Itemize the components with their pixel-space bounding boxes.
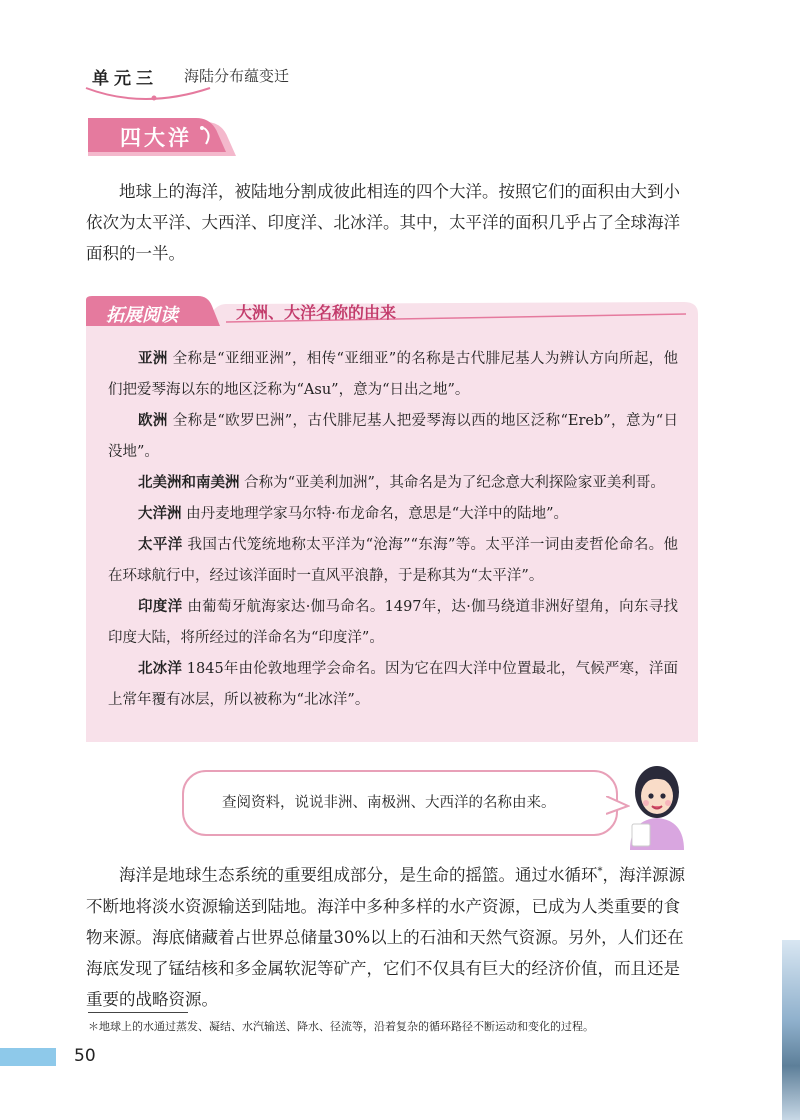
bubble-text: 查阅资料，说说非洲、南极洲、大西洋的名称由来。 xyxy=(222,795,556,811)
footnote-mark: * xyxy=(597,866,603,877)
footnote-divider xyxy=(88,1012,188,1013)
entry-term: 太平洋 xyxy=(138,537,183,553)
ocean-paragraph xyxy=(86,856,696,1015)
page-number: 50 xyxy=(74,1046,96,1066)
entry-text: 我国古代笼统地称太平洋为“沧海”“东海”等。太平洋一词由麦哲伦命名。他在环球航行中，经过该洋面时一直风平浪静，于是称其为“太平洋”。 xyxy=(108,537,679,584)
entry-text: 由葡萄牙航海家达·伽马命名。1497年，达·伽马绕道非洲好望角，向东寻找印度大陆，将所经过的洋命名为“印度洋”。 xyxy=(108,599,679,646)
extended-reading-box xyxy=(86,292,698,742)
entry-arctic xyxy=(108,654,678,716)
header-decoration-curve xyxy=(84,84,214,104)
reading-content xyxy=(108,344,678,716)
ocean-text-part1: 海洋是地球生态系统的重要组成部分，是生命的摇篮。通过水循环 xyxy=(119,865,598,885)
girl-illustration xyxy=(622,758,692,850)
entry-term: 欧洲 xyxy=(138,413,168,429)
entry-americas xyxy=(108,468,678,499)
entry-term: 印度洋 xyxy=(138,599,183,615)
entry-text: 1845年由伦敦地理学会命名。因为它在四大洋中位置最北，气候严寒，洋面上常年覆有冰层，所以被称为“北冰洋”。 xyxy=(108,661,679,708)
footnote: ＊地球上的水通过蒸发、凝结、水汽输送、降水、径流等，沿着复杂的循环路径不断运动和变化的过程。 xyxy=(88,1020,594,1033)
section-title: 四大洋 xyxy=(120,126,192,150)
ocean-text-part2: ，海洋源源不断地将淡水资源输送到陆地。海洋中多种多样的水产资源，已成为人类重要的食物来源。海底储藏着占世界总储量30%以上的石油和天然气资源。另外，人们还在海底发现了锰结核和多金属软泥等矿产，它们不仅具有巨大的经济价值，而且还是重要的战略资源。 xyxy=(86,865,685,1009)
reading-body xyxy=(86,326,698,742)
entry-term: 大洋洲 xyxy=(138,506,182,522)
unit-label: 单元三 xyxy=(92,69,158,89)
entry-europe xyxy=(108,406,678,468)
entry-text: 全称是“亚细亚洲”，相传“亚细亚”的名称是古代腓尼基人为辨认方向所起，他们把爱琴海以东的地区泛称为“Asu”，意为“日出之地”。 xyxy=(108,351,679,398)
entry-indian xyxy=(108,592,678,654)
entry-asia xyxy=(108,344,678,406)
speech-bubble xyxy=(182,770,618,836)
entry-text: 由丹麦地理学家马尔特·布龙命名，意思是“大洋中的陆地”。 xyxy=(186,506,569,522)
entry-term: 北冰洋 xyxy=(138,661,182,677)
unit-title: 海陆分布蕴变迁 xyxy=(184,67,290,85)
entry-oceania xyxy=(108,499,678,530)
page-number-bar xyxy=(0,1048,56,1066)
edge-photo-strip xyxy=(782,940,800,1120)
intro-paragraph: 地球上的海洋，被陆地分割成彼此相连的四个大洋。按照它们的面积由大到小依次为太平洋、大西洋、印度洋、北冰洋。其中，太平洋的面积几乎占了全球海洋面积的一半。 xyxy=(86,182,680,263)
reading-label: 拓展阅读 xyxy=(106,305,178,326)
reading-title: 大洲、大洋名称的由来 xyxy=(236,303,397,322)
section-heading xyxy=(88,118,236,156)
entry-term: 北美洲和南美洲 xyxy=(138,475,240,491)
entry-text: 全称是“欧罗巴洲”，古代腓尼基人把爱琴海以西的地区泛称“Ereb”，意为“日没地”。 xyxy=(108,413,679,460)
entry-pacific xyxy=(108,530,678,592)
entry-term: 亚洲 xyxy=(138,351,168,367)
entry-text: 合称为“亚美利加洲”，其命名是为了纪念意大利探险家亚美利哥。 xyxy=(244,475,665,491)
